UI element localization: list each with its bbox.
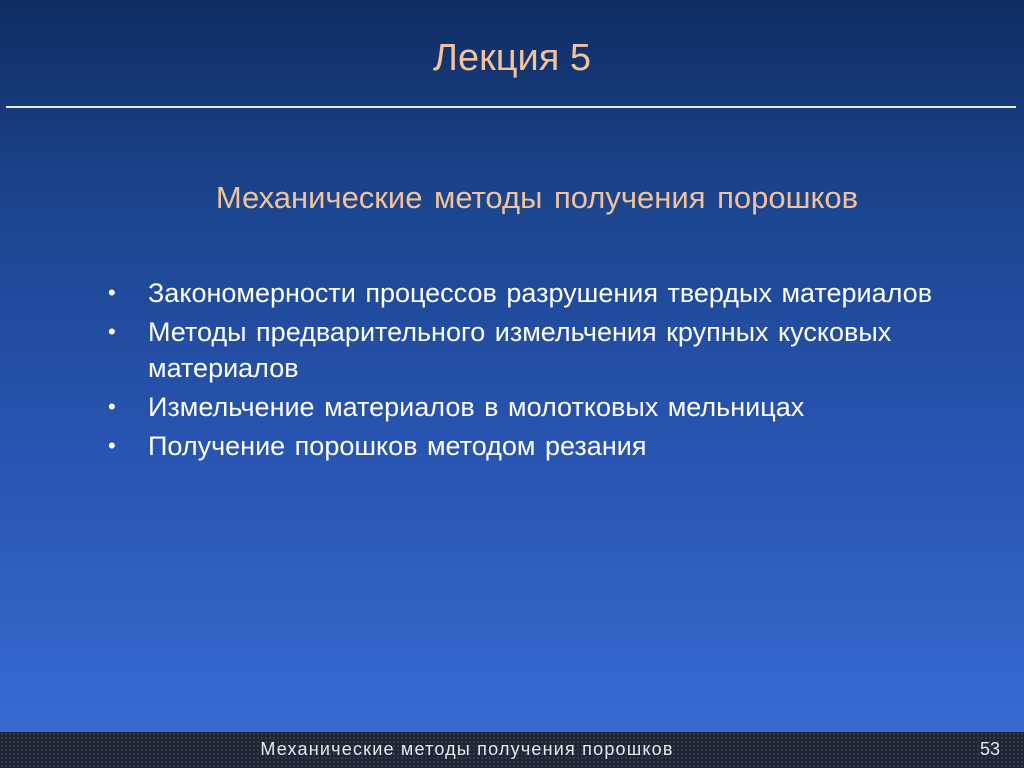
bullet-list	[108, 275, 938, 467]
slide-subtitle: Механические методы получения порошков	[215, 180, 859, 215]
bullet-item	[108, 275, 938, 311]
bullet-item	[108, 428, 938, 464]
bullet-dot-icon: •	[108, 280, 116, 305]
bullet-text: Методы предварительного измельчения крупных кусковых материалов	[148, 317, 892, 383]
bullet-item	[108, 389, 938, 425]
bullet-item	[108, 314, 938, 386]
bullet-text: Закономерности процессов разрушения твердых материалов	[148, 278, 933, 308]
title-divider	[6, 106, 1016, 108]
slide-title: Лекция 5	[433, 37, 591, 79]
bullet-text: Измельчение материалов в молотковых мельницах	[148, 392, 805, 422]
footer-title: Механические методы получения порошков	[260, 739, 674, 759]
bullet-dot-icon: •	[108, 394, 116, 419]
bullet-dot-icon: •	[108, 319, 116, 344]
bullet-dot-icon: •	[108, 433, 116, 458]
page-number: 53	[979, 739, 1001, 759]
bullet-text: Получение порошков методом резания	[148, 431, 647, 461]
